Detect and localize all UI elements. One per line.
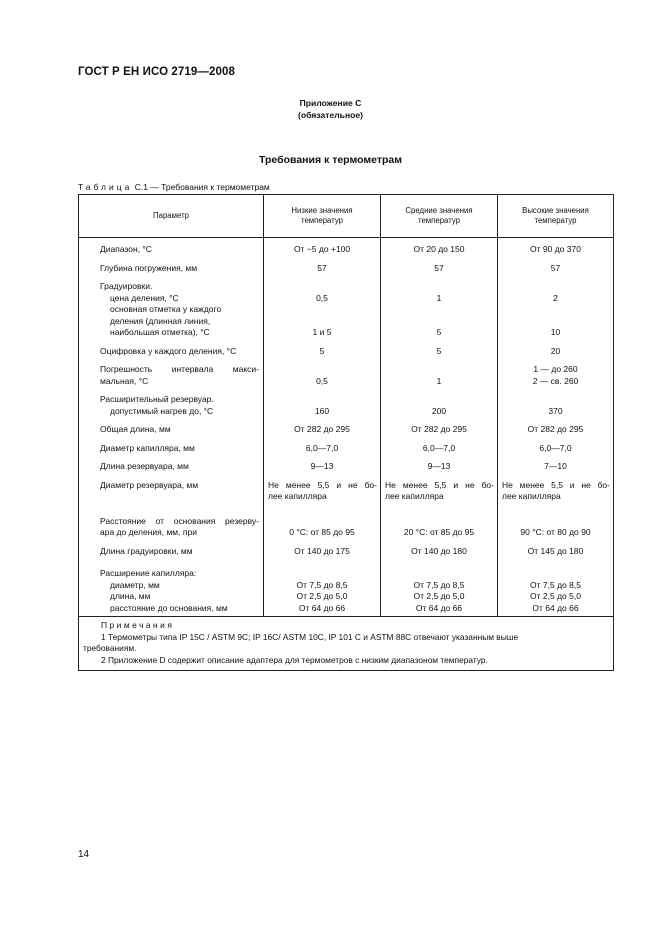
param-label: Расширение капилляра: [100,568,197,578]
table-row [79,277,614,342]
value-line: От 7,5 до 8,5 [296,579,348,590]
annex-heading [0,97,661,121]
value-line: 1 [436,292,442,303]
value-cell: 57 [264,259,381,278]
value-cell: 9—13 [381,457,498,476]
table-caption-text: С.1 — Требования к термометрам [134,182,270,192]
value-cell: От 282 до 295 [498,420,614,439]
value-cell: 160 [264,390,381,420]
param-cell [79,360,264,390]
value-cell: 9—13 [264,457,381,476]
value-cell: 6,0—7,0 [498,439,614,458]
value-line: 1 — до 260 [533,364,578,374]
value-cell [381,277,498,342]
value-cell [264,476,381,506]
value-line: Не менее 5,5 и не бо- [502,479,610,490]
notes-title: Примечания [101,620,175,630]
table-row [79,420,614,439]
value-cell: 0,5 [264,360,381,390]
table-header-row [79,195,614,238]
value-cell [498,277,614,342]
value-line: 5 [436,327,442,337]
value-cell: 6,0—7,0 [381,439,498,458]
param-label: ара до деления, мм, при [100,527,197,537]
column-header-parameter: Параметр [79,195,264,238]
value-line: лее капилляра [268,491,327,501]
value-cell: 20 [498,342,614,361]
value-cell: 20 °С: от 85 до 95 [381,506,498,542]
param-sub-label: основная отметка у каждого [110,304,222,314]
value-line: От 7,5 до 8,5 [413,579,465,590]
value-cell: 57 [381,259,498,278]
value-cell: От 20 до 150 [381,238,498,259]
annex-status: (обязательное) [297,110,364,120]
value-cell [498,476,614,506]
value-line: От 64 до 66 [415,602,463,613]
value-cell: 0 °С: от 85 до 95 [264,506,381,542]
param-sub-label: длина, мм [110,591,151,601]
param-cell [79,560,264,617]
param-label: Расстояние от основания резерву- [100,515,259,526]
value-cell: От −5 до +100 [264,238,381,259]
param-sub-label: цена деления, °С [110,292,179,303]
column-header-low [264,195,381,238]
notes-row [79,617,614,671]
value-line: Не менее 5,5 и не бо- [385,479,494,490]
value-line: От 64 до 66 [298,602,346,613]
param-label: Градуировки. [100,281,153,291]
param-sub-label: наибольшая отметка), °С [110,327,210,337]
value-line: 1 и 5 [312,327,332,337]
table-row [79,342,614,361]
value-cell: 370 [498,390,614,420]
value-cell [381,476,498,506]
value-cell: От 282 до 295 [381,420,498,439]
value-cell: 90 °С: от 80 до 90 [498,506,614,542]
param-cell: Диапазон, °С [79,238,264,259]
value-line: Не менее 5,5 и не бо- [268,479,377,490]
table-row [79,259,614,278]
param-cell [79,277,264,342]
note-2: 2 Приложение D содержит описание адаптера для термометров с низким диапазоном температур. [101,654,488,665]
value-line: лее капилляра [502,491,561,501]
value-line: лее капилляра [385,491,444,501]
table-row [79,439,614,458]
value-cell: От 90 до 370 [498,238,614,259]
param-cell: Диаметр капилляра, мм [79,439,264,458]
table-row [79,457,614,476]
value-line: От 7,5 до 8,5 [530,579,581,590]
section-title: Требования к термометрам [259,154,402,166]
value-line: От 2,5 до 5,0 [413,591,465,601]
param-cell: Общая длина, мм [79,420,264,439]
value-line: От 2,5 до 5,0 [296,591,348,601]
column-header-mid [381,195,498,238]
param-cell: Диаметр резервуара, мм [79,476,264,506]
param-label: Погрешность интервала макси- [100,364,259,374]
param-label: мальная, °С [100,375,149,386]
value-cell: От 140 до 180 [381,542,498,561]
param-cell: Оцифровка у каждого деления, °С [79,342,264,361]
value-cell [381,560,498,617]
value-cell: 5 [264,342,381,361]
value-line: От 2,5 до 5,0 [530,591,581,601]
value-line: 2 — св. 260 [532,375,579,386]
table-row [79,542,614,561]
value-cell [498,360,614,390]
table-row [79,506,614,542]
value-line: От 64 до 66 [532,602,579,613]
param-cell: Длина резервуара, мм [79,457,264,476]
value-cell [264,560,381,617]
value-cell: 5 [381,342,498,361]
column-header-low-text: Низкие значения температур [291,205,353,225]
value-cell: 7—10 [498,457,614,476]
table-caption [78,182,270,192]
table-row [79,390,614,420]
param-sub-label: допустимый нагрев до, °С [110,405,214,416]
page-number: 14 [78,849,90,860]
value-cell: От 140 до 175 [264,542,381,561]
value-cell: 6,0—7,0 [264,439,381,458]
value-line: 0,5 [316,292,328,303]
param-sub-label: диаметр, мм [110,579,160,590]
value-line: 2 [553,292,558,303]
column-header-mid-text: Средние значения температур [405,205,473,225]
value-cell [264,277,381,342]
value-cell: 1 [381,360,498,390]
table-row [79,476,614,506]
value-cell: От 282 до 295 [264,420,381,439]
note-1-continuation: требованиям. [83,643,137,653]
table-row [79,560,614,617]
value-cell [498,560,614,617]
param-label: Расширительный резервуар. [100,394,214,404]
requirements-table [78,194,614,671]
table-row [79,238,614,259]
table-caption-label: Таблица [78,182,133,192]
table-row [79,360,614,390]
value-line: 10 [550,327,561,337]
notes-cell [79,617,614,671]
param-cell [79,506,264,542]
param-cell: Глубина погружения, мм [79,259,264,278]
annex-title: Приложение С [299,98,362,108]
param-cell [79,390,264,420]
value-cell: От 145 до 180 [498,542,614,561]
param-sub-label: расстояние до основания, мм [110,602,228,613]
value-cell: 57 [498,259,614,278]
column-header-high [498,195,614,238]
value-cell: 200 [381,390,498,420]
param-cell: Длина градуировки, мм [79,542,264,561]
column-header-high-text: Высокие значения температур [522,205,589,225]
param-sub-label: деления (длинная линия, [110,315,211,326]
note-1: 1 Термометры типа IP 15С / ASTM 9С; IP 16С/ ASTM 10С, IP 101 С и ASTM 88С отвечают указанным выше [101,631,519,642]
document-header: ГОСТ Р ЕН ИСО 2719—2008 [78,66,235,78]
